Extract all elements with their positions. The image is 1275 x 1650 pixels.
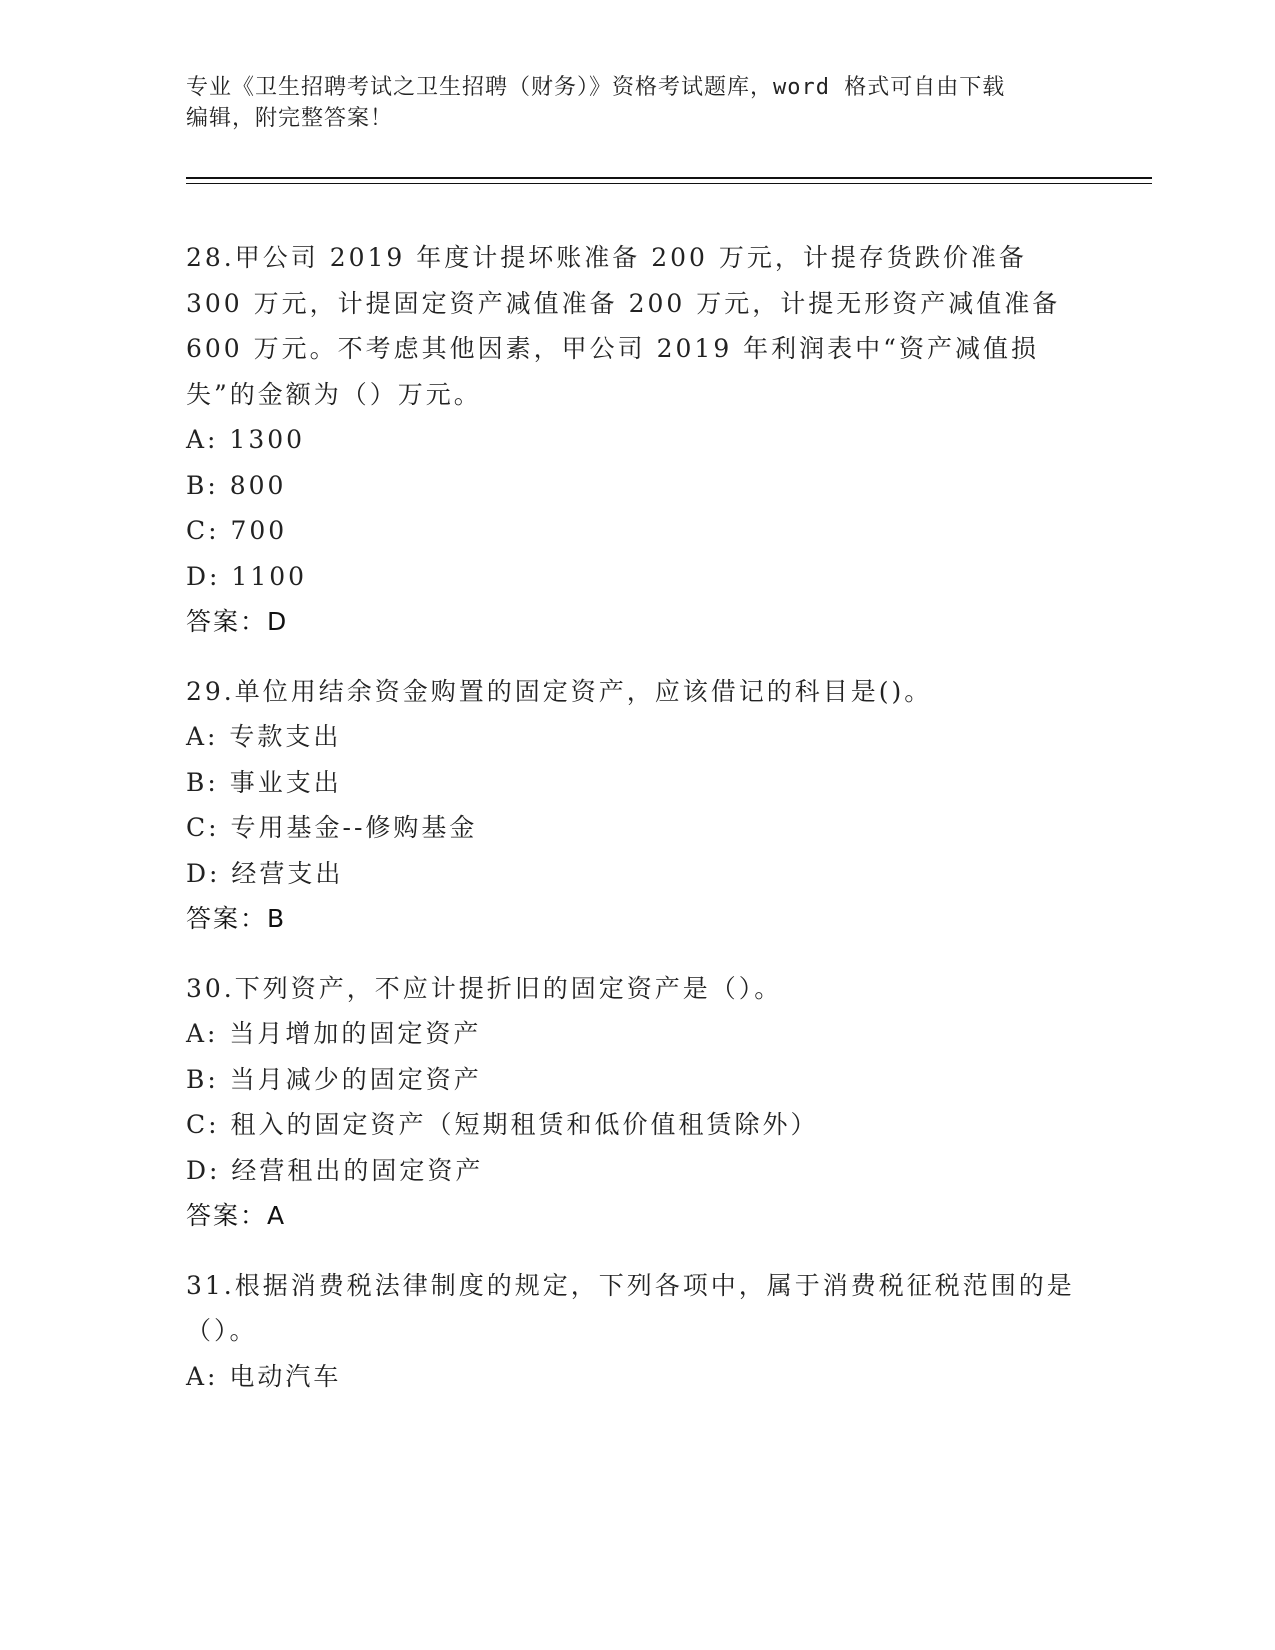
answer: 答案：B [186,904,287,933]
answer: 答案：A [186,1201,287,1230]
question-list [186,235,1086,1423]
header-line-1: 专业《卫生招聘考试之卫生招聘（财务）》资格考试题库，word 格式可自由下载 [186,75,1006,100]
answer: 答案：D [186,607,289,636]
header-divider-thick [186,177,1152,179]
option-c: C: 700 [186,516,288,545]
option-a: A: 电动汽车 [186,1361,342,1391]
header-line-2: 编辑，附完整答案！ [186,106,394,131]
document-header [186,72,1066,134]
question-31 [186,1263,1086,1400]
question-28 [186,235,1086,645]
option-b: B: 当月减少的固定资产 [186,1064,482,1094]
option-a: A: 专款支出 [186,722,342,751]
option-a: A: 当月增加的固定资产 [186,1019,482,1048]
option-a: A: 1300 [186,425,306,454]
question-stem: 30.下列资产，不应计提折旧的固定资产是（）。 [186,973,783,1003]
option-c: C: 租入的固定资产（短期租赁和低价值租赁除外） [186,1110,819,1139]
question-29 [186,669,1086,942]
option-c: C: 专用基金--修购基金 [186,813,478,842]
header-divider-thin [186,183,1152,184]
option-b: B: 事业支出 [186,767,342,797]
option-b: B: 800 [186,470,287,500]
option-d: D: 1100 [186,561,308,591]
option-d: D: 经营租出的固定资产 [186,1155,484,1185]
option-d: D: 经营支出 [186,858,344,888]
question-stem: 31.根据消费税法律制度的规定，下列各项中，属于消费税征税范围的是（）。 [186,1270,1075,1345]
question-stem: 29.单位用结余资金购置的固定资产，应该借记的科目是()。 [186,676,933,706]
question-stem: 28.甲公司 2019 年度计提坏账准备 200 万元，计提存货跌价准备 300 万元，计提固定资产减值准备 200 万元，计提无形资产减值准备 600 万元。不考虑其他因素，甲公司 2019 年利润表中“资产减值损失”的金额为（）万元。 [186,243,1061,409]
question-30 [186,966,1086,1239]
